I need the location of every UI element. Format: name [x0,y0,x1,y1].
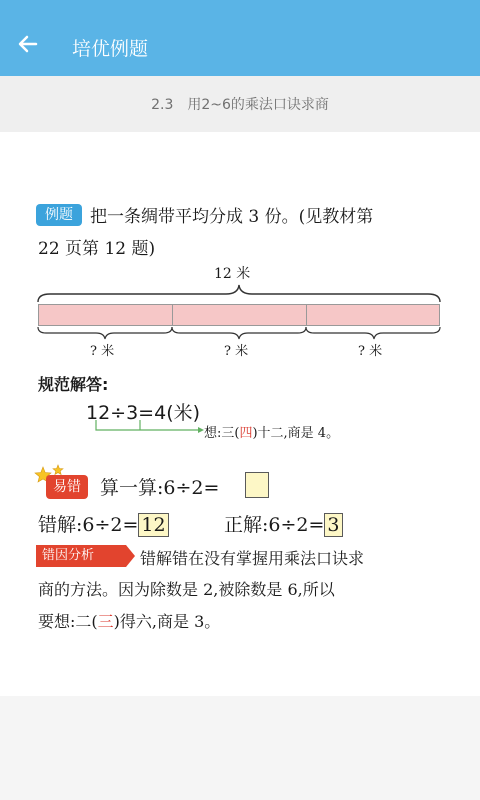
wrong-solution: 错解:6÷2= 12 [38,510,169,537]
wrong-answer-box: 12 [138,513,168,537]
question-line-2: 22 页第 12 题) [38,239,156,259]
example-tag: 例题 [36,204,82,226]
correct-answer-box: 3 [324,513,342,537]
bottom-area [0,696,480,800]
thought-highlight: 四 [239,426,253,441]
back-arrow-icon [10,26,46,62]
total-length-label: 12 米 [214,266,251,282]
answer-heading: 规范解答: [38,375,109,394]
ribbon-divider [306,304,307,326]
part-braces [36,326,442,340]
part-length-label: ? 米 [358,344,383,359]
analysis-line-1: 错解错在没有掌握用乘法口诀求 [140,549,365,568]
part-length-label: ? 米 [224,344,249,359]
part-length-label: ? 米 [90,344,115,359]
ribbon-divider [172,304,173,326]
question-line-1: 把一条绸带平均分成 3 份。(见教材第 [90,207,374,227]
total-brace [36,282,442,304]
page-title: 培优例题 [72,38,149,60]
back-button[interactable] [10,26,46,62]
analysis-highlight: 三 [97,612,114,631]
answer-equation: 12÷3=4(米) [86,402,201,424]
section-title: 2.3 用2~6的乘法口诀求商 [151,97,329,113]
analysis-line-3: 要想:二(三)得六,商是 3。 [38,612,221,631]
answer-box [245,472,269,498]
connector-lines [94,420,206,434]
analysis-line-2: 商的方法。因为除数是 2,被除数是 6,所以 [38,580,335,599]
analysis-tag: 错因分析 [36,545,126,567]
mistake-tag: 易错 [46,475,88,499]
thought-note: 想:三(四)十二,商是 4。 [204,426,340,441]
analysis-tag-tail [126,545,136,567]
ribbon-bar [38,304,440,326]
mistake-problem: 算一算:6÷2= [100,477,220,499]
correct-solution: 正解:6÷2= 3 [224,510,343,537]
